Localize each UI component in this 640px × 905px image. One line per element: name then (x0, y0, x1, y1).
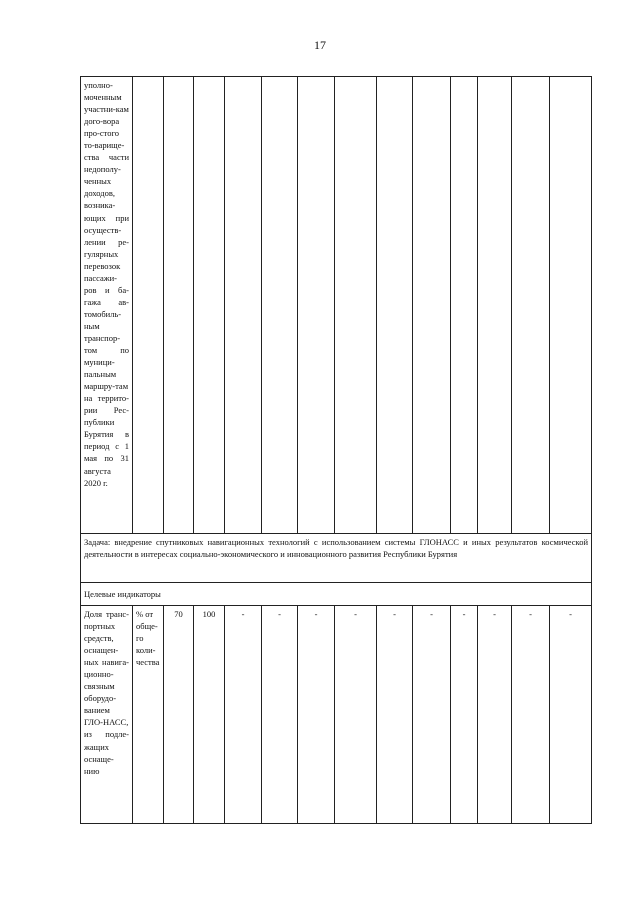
table-cell (451, 77, 478, 534)
value-cell: - (550, 606, 592, 824)
table-cell (512, 77, 550, 534)
value-cell: - (335, 606, 377, 824)
table-cell (377, 77, 413, 534)
table-cell (133, 77, 164, 534)
table-row-indicators-header (81, 583, 592, 606)
row-name-cell: уполно-моченным участни-кам дого-вора про-стого то-варище-ства части недополу-ченных доходов, возника-ющих при осуществ-лении ре-гулярных перевозок пассажи-ров и ба-гажа ав-томобиль-ным транспор-том по муници-пальным маршру-там на террито-рии Рес-публики Бурятия в период с 1 мая по 31 августа 2020 г. (81, 77, 133, 534)
table-row-subsidy (81, 77, 592, 534)
value-cell: - (262, 606, 298, 824)
value-cell: 70 (164, 606, 194, 824)
indicators-header: Целевые индикаторы (81, 583, 592, 606)
indicator-name: Доля транс-портных средств, оснащен-ных навига-ционно-связным оборудо-ванием ГЛО-НАСС, из подле-жащих оснаще-нию (81, 606, 133, 824)
table-cell (335, 77, 377, 534)
program-table (80, 76, 592, 824)
table-cell (413, 77, 451, 534)
table-cell (164, 77, 194, 534)
value-cell: - (377, 606, 413, 824)
table-cell (225, 77, 262, 534)
value-cell: - (451, 606, 478, 824)
value-cell: - (478, 606, 512, 824)
value-cell: - (413, 606, 451, 824)
value-cell: 100 (194, 606, 225, 824)
table-cell (550, 77, 592, 534)
table-row-task (81, 534, 592, 583)
value-cell: - (225, 606, 262, 824)
table-cell (194, 77, 225, 534)
table-row-indicator (81, 606, 592, 824)
indicator-unit: % от обще-го коли-чества (133, 606, 164, 824)
task-text: Задача: внедрение спутниковых навигационных технологий с использованием системы ГЛОНАСС и иных результатов космической деятельности в интересах социально-экономического и инновационного развития Республики Бурятия (81, 534, 592, 583)
page-number: 17 (314, 38, 326, 52)
value-cell: - (298, 606, 335, 824)
table-cell (262, 77, 298, 534)
table-cell (298, 77, 335, 534)
table-cell (478, 77, 512, 534)
value-cell: - (512, 606, 550, 824)
